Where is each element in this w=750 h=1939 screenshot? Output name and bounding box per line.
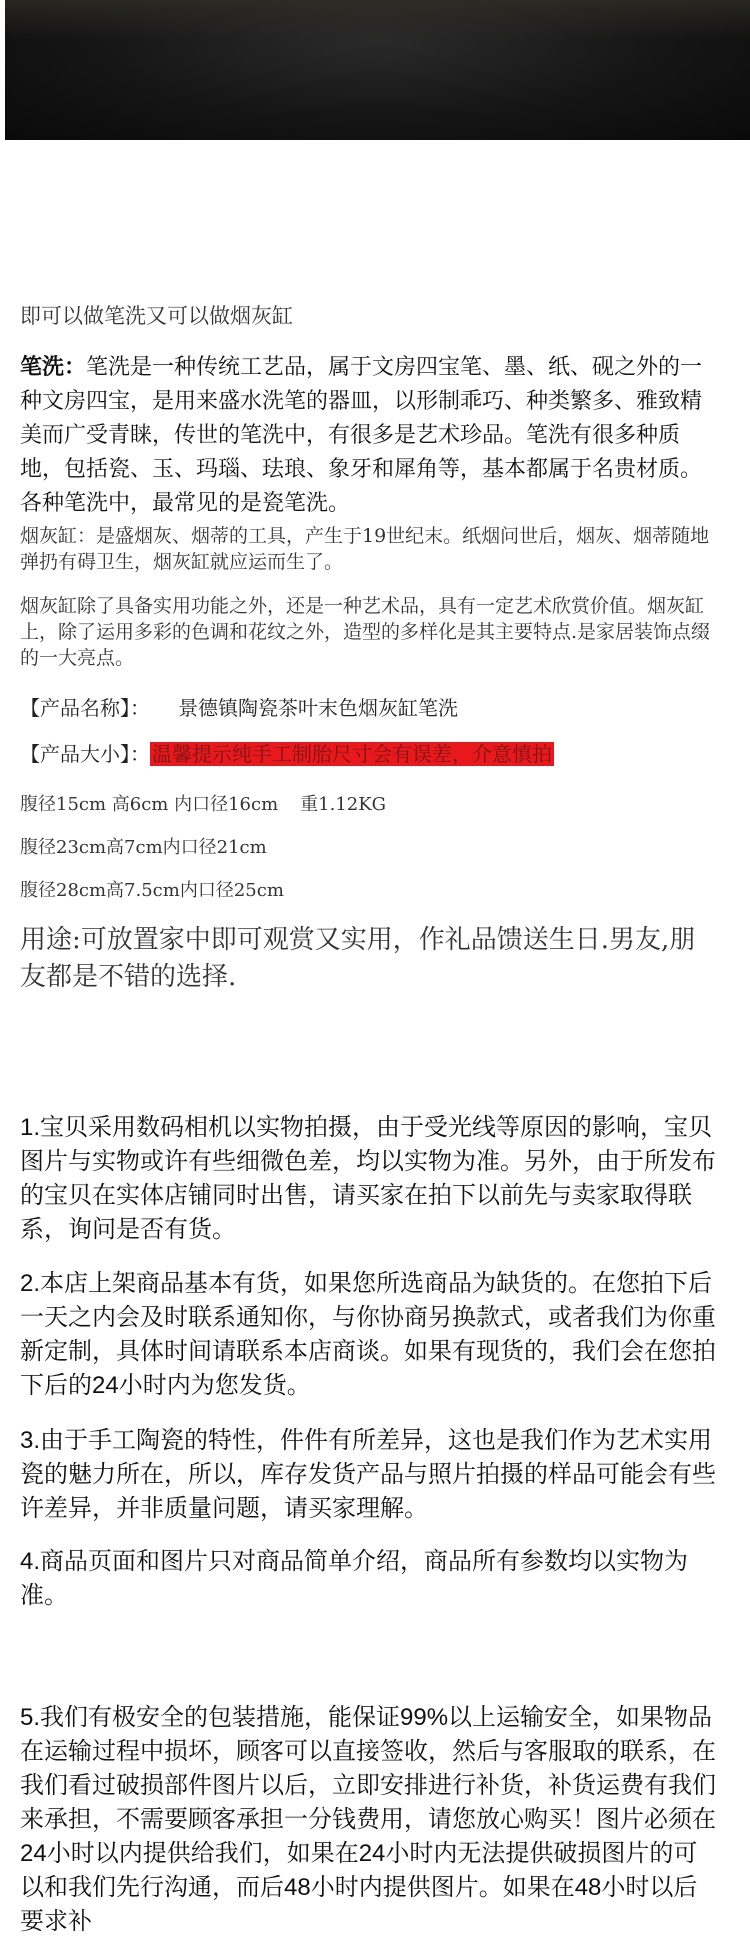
note-1: 1.宝贝采用数码相机以实物拍摄，由于受光线等原因的影响，宝贝图片与实物或许有些细微色差，均以实物为准。另外，由于所发布的宝贝在实体店铺同时出售，请买家在拍下以前先与卖家取得联系，询问是否有货。	[20, 1114, 716, 1243]
intro-text: 即可以做笔洗又可以做烟灰缸	[20, 304, 293, 328]
size-warning: 温馨提示纯手工制胎尺寸会有误差，介意慎拍	[152, 742, 552, 766]
ashtray-paragraph-1: 烟灰缸：是盛烟灰、烟蒂的工具，产生于19世纪末。纸烟问世后，烟灰、烟蒂随地弹扔有碍卫生，烟灰缸就应运而生了。	[20, 525, 710, 573]
bixi-paragraph	[20, 350, 720, 520]
dimension-row-1	[20, 790, 386, 816]
product-photo-bottom	[5, 0, 750, 140]
bixi-text: 笔洗是一种传统工艺品，属于文房四宝笔、墨、纸、砚之外的一种文房四宝，是用来盛水洗笔的器皿，以形制乖巧、种类繁多、雅致精美而广受青睐，传世的笔洗中，有很多是艺术珍品。笔洗有很多种质地，包括瓷、玉、玛瑙、珐琅、象牙和犀角等，基本都属于名贵材质。各种笔洗中，最常见的是瓷笔洗。	[20, 354, 703, 515]
product-name-label: 【产品名称】：	[20, 696, 150, 720]
product-size-row	[20, 738, 554, 767]
ashtray-paragraph-2: 烟灰缸除了具备实用功能之外，还是一种艺术品，具有一定艺术欣赏价值。烟灰缸上，除了运用多彩的色调和花纹之外，造型的多样化是其主要特点.是家居装饰点缀的一大亮点。	[20, 595, 711, 669]
product-name-row	[20, 692, 458, 721]
note-3: 3.由于手工陶瓷的特性，件件有所差异，这也是我们作为艺术实用瓷的魅力所在，所以，库存发货产品与照片拍摄的样品可能会有些许差异，并非质量问题，请买家理解。	[20, 1427, 716, 1522]
weight-spec: 重1.12KG	[300, 794, 387, 815]
note-4: 4.商品页面和图片只对商品简单介绍，商品所有参数均以实物为准。	[20, 1548, 689, 1609]
dimension-spec: 腹径15cm 高6cm 内口径16cm	[20, 794, 279, 815]
product-name-value: 景德镇陶瓷茶叶末色烟灰缸笔洗	[178, 696, 458, 720]
bixi-term: 笔洗：	[20, 354, 87, 379]
usage-text: 用途:可放置家中即可观赏又实用，作礼品馈送生日.男友,朋友都是不错的选择.	[20, 925, 696, 992]
dimension-row-2: 腹径23cm高7cm内口径21cm	[20, 837, 267, 858]
product-size-label: 【产品大小】：	[20, 742, 150, 766]
note-5: 5.我们有极安全的包装措施，能保证99%以上运输安全，如果物品在运输过程中损坏，顾客可以直接签收，然后与客服取的联系，在我们看过破损部件图片以后，立即安排进行补货，补货运费有我们来承担，不需要顾客承担一分钱费用，请您放心购买！图片必须在24小时以内提供给我们，如果在24小时内无法提供破损图片的可以和我们先行沟通，而后48小时内提供图片。如果在48小时以后要求补	[20, 1704, 716, 1935]
dimension-row-3: 腹径28cm高7.5cm内口径25cm	[20, 880, 284, 901]
note-2: 2.本店上架商品基本有货，如果您所选商品为缺货的。在您拍下后一天之内会及时联系通知你，与你协商另换款式，或者我们为你重新定制，具体时间请联系本店商谈。如果有现货的，我们会在您拍下后的24小时内为您发货。	[20, 1270, 716, 1399]
